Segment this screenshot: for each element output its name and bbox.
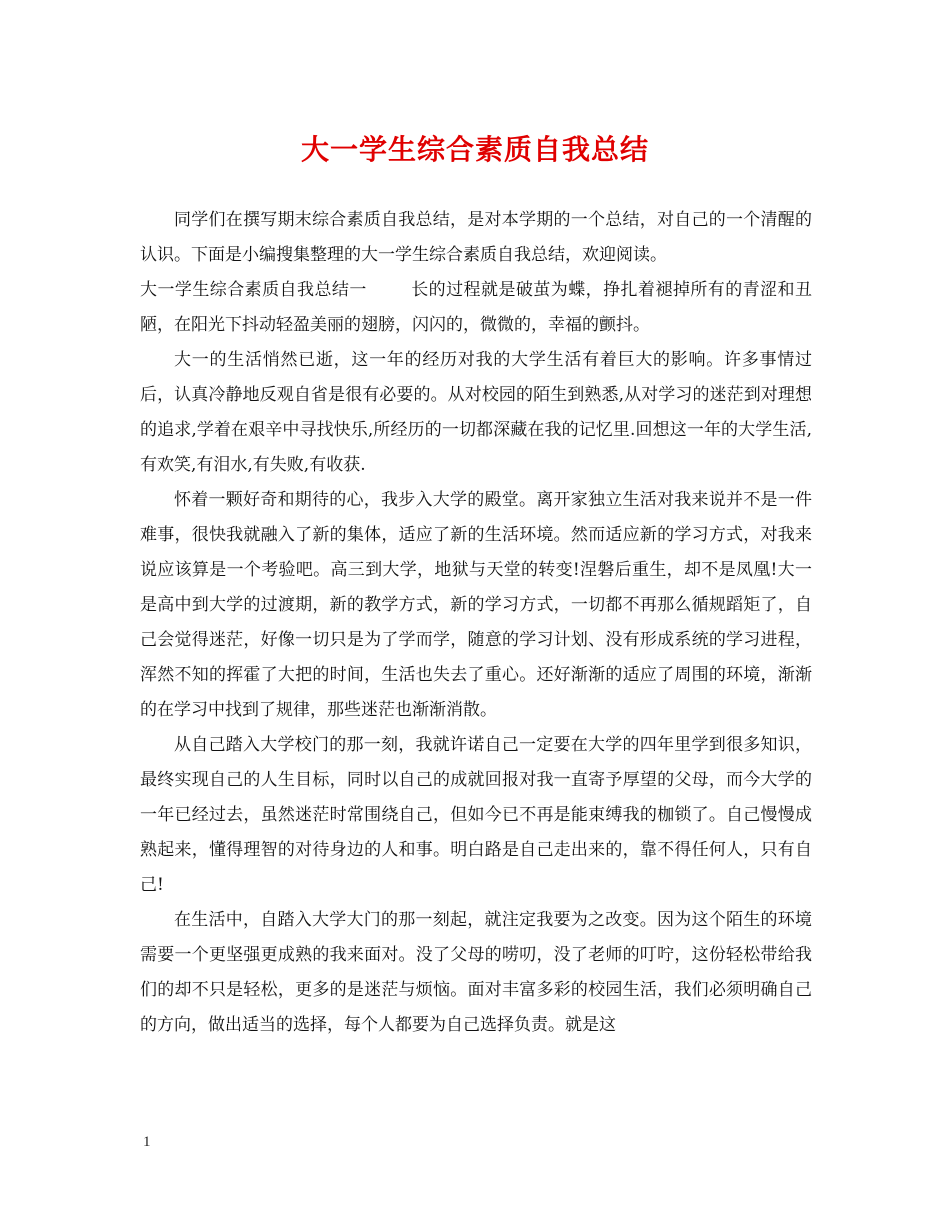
page-number: 1 <box>143 1134 151 1150</box>
body-paragraph: 在生活中，自踏入大学大门的那一刻起，就注定我要为之改变。因为这个陌生的环境需要一个更坚强更成熟的我来面对。没了父母的唠叨，没了老师的叮咛，这份轻松带给我们的却不只是轻松，更多的是迷茫与烦恼。面对丰富多彩的校园生活，我们必须明确自己的方向，做出适当的选择，每个人都要为自己选择负责。就是这 <box>140 910 812 1035</box>
document-body <box>140 203 812 1043</box>
section-first-paragraph <box>140 273 812 343</box>
body-paragraph: 怀着一颗好奇和期待的心，我步入大学的殿堂。离开家独立生活对我来说并不是一件难事，很快我就融入了新的集体，适应了新的生活环境。然而适应新的学习方式，对我来说应该算是一个考验吧。高三到大学，地狱与天堂的转变!涅磐后重生，却不是凤凰!大一是高中到大学的过渡期，新的教学方式，新的学习方式，一切都不再那么循规蹈矩了，自己会觉得迷茫，好像一切只是为了学而学，随意的学习计划、没有形成系统的学习进程，浑然不知的挥霍了大把的时间，生活也失去了重心。还好渐渐的适应了周围的环境，渐渐的在学习中找到了规律，那些迷茫也渐渐消散。 <box>140 490 812 720</box>
section-heading: 大一学生综合素质自我总结一 <box>140 280 367 300</box>
intro-paragraph: 同学们在撰写期末综合素质自我总结，是对本学期的一个总结，对自己的一个清醒的认识。下面是小编搜集整理的大一学生综合素质自我总结，欢迎阅读。 <box>140 210 812 265</box>
document-title: 大一学生综合素质自我总结 <box>300 133 649 166</box>
section-first-text: 长的过程就是破茧为蝶，挣扎着褪掉所有的青涩和丑陋，在阳光下抖动轻盈美丽的翅膀，闪闪的，微微的，幸福的颤抖。 <box>140 280 813 335</box>
body-paragraph: 从自己踏入大学校门的那一刻，我就许诺自己一定要在大学的四年里学到很多知识，最终实现自己的人生目标，同时以自己的成就回报对我一直寄予厚望的父母，而今大学的一年已经过去，虽然迷茫时常围绕自己，但如今已不再是能束缚我的枷锁了。自己慢慢成熟起来，懂得理智的对待身边的人和事。明白路是自己走出来的，靠不得任何人，只有自己! <box>140 735 812 895</box>
body-paragraph: 大一的生活悄然已逝，这一年的经历对我的大学生活有着巨大的影响。许多事情过后，认真冷静地反观自省是很有必要的。从对校园的陌生到熟悉,从对学习的迷茫到对理想的追求,学着在艰辛中寻找快乐,所经历的一切都深藏在我的记忆里.回想这一年的大学生活,有欢笑,有泪水,有失败,有收获. <box>140 350 812 475</box>
